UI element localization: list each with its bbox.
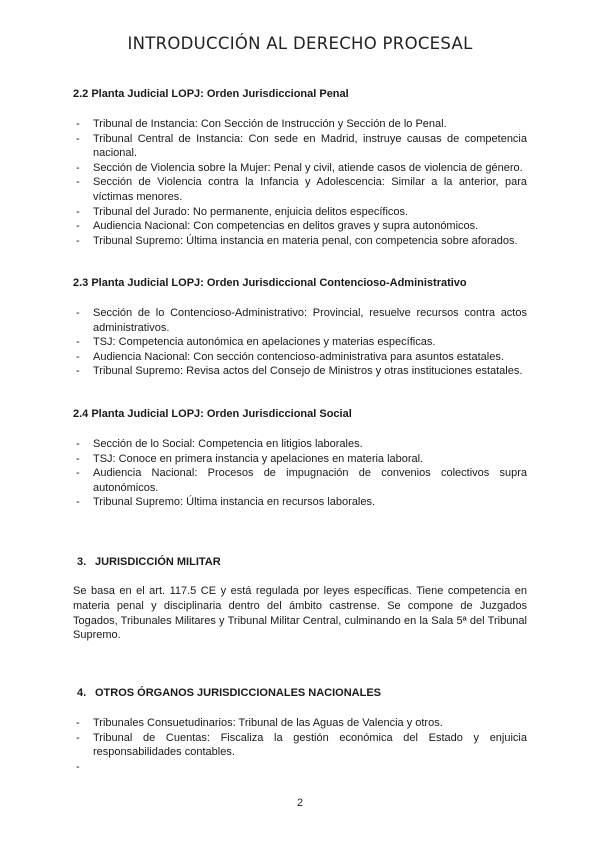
list-item: - Sección de lo Contencioso-Administrativo: Provincial, resuelve recursos contra actos administrativos.: [76, 307, 527, 334]
bullet-dash: -: [76, 365, 80, 378]
bullet-dash: -: [76, 307, 80, 319]
bullet-dash: -: [76, 467, 80, 480]
section-2-4-heading: 2.4 Planta Judicial LOPJ: Orden Jurisdiccional Social: [73, 408, 352, 420]
list-item: - Tribunal de Cuentas: Fiscaliza la gestión económica del Estado y enjuicia responsabilidades contables.: [76, 731, 527, 759]
list-item: - Audiencia Nacional: Con competencias en delitos graves y supra autonómicos.: [76, 220, 479, 233]
bullet-dash: -: [76, 161, 80, 174]
section-2-2-heading: 2.2 Planta Judicial LOPJ: Orden Jurisdiccional Penal: [73, 88, 349, 100]
bullet-dash: -: [76, 220, 80, 233]
section-number: 3.: [77, 556, 87, 568]
list-item: - Tribunal Central de Instancia: Con sede en Madrid, instruye causas de competencia nacional.: [76, 132, 527, 160]
section-3-heading: 3. JURISDICCIÓN MILITAR: [77, 556, 221, 568]
list-item: - Sección de Violencia contra la Infancia y Adolescencia: Similar a la anterior, para víctimas menores.: [76, 176, 527, 203]
list-item: - TSJ: Competencia autonómica en apelaciones y materias específicas.: [76, 336, 436, 349]
list-item: - Tribunal del Jurado: No permanente, enjuicia delitos específicos.: [76, 205, 409, 218]
bullet-dash: -: [76, 760, 80, 773]
list-item: - Tribunal Supremo: Revisa actos del Consejo de Ministros y otras instituciones estatales.: [76, 365, 523, 378]
bullet-dash: -: [76, 234, 80, 247]
document-title: INTRODUCCIÓN AL DERECHO PROCESAL: [127, 34, 473, 53]
list-item: - Tribunal de Instancia: Con Sección de Instrucción y Sección de lo Penal.: [76, 118, 447, 130]
list-item: - Audiencia Nacional: Procesos de impugnación de convenios colectivos supra autonómicos.: [76, 467, 527, 494]
bullet-dash: -: [76, 132, 80, 145]
bullet-dash: -: [76, 205, 80, 218]
section-4-list: [73, 716, 527, 774]
bullet-dash: -: [76, 350, 80, 363]
list-item: - Tribunal Supremo: Última instancia en materia penal, con competencia sobre aforados.: [76, 234, 518, 247]
page-number: 2: [296, 797, 304, 809]
section-3-paragraph: Se basa en el art. 117.5 CE y está regulada por leyes específicas. Tiene competencia en materia penal y disciplinaria dentro del ámbito castrense. Se compone de Juzgados Togados, Tribunales Militares y Tribunal Militar Central, culminando en la Sala 5ª del Tribunal Supremo.: [73, 585, 527, 642]
section-number: 4.: [77, 687, 87, 699]
list-item: - Sección de Violencia sobre la Mujer: Penal y civil, atiende casos de violencia de género.: [76, 161, 523, 174]
bullet-dash: -: [76, 336, 80, 349]
list-item: - Tribunal Supremo: Última instancia en recursos laborales.: [76, 496, 376, 509]
section-2-3-list: [73, 306, 527, 379]
list-item: [73, 760, 527, 775]
list-item: - Sección de lo Social: Competencia en litigios laborales.: [76, 438, 363, 450]
list-item: - Tribunales Consuetudinarios: Tribunal de las Aguas de Valencia y otros.: [76, 717, 443, 729]
section-2-3-heading: 2.3 Planta Judicial LOPJ: Orden Jurisdiccional Contencioso-Administrativo: [73, 277, 467, 289]
section-2-4-list: [73, 437, 527, 510]
bullet-dash: -: [76, 717, 80, 729]
bullet-dash: -: [76, 176, 80, 189]
list-item: - Audiencia Nacional: Con sección contencioso-administrativa para asuntos estatales.: [76, 350, 504, 363]
bullet-dash: -: [76, 731, 80, 744]
bullet-dash: -: [76, 452, 80, 465]
bullet-dash: -: [76, 496, 80, 509]
list-item: - TSJ: Conoce en primera instancia y apelaciones en materia laboral.: [76, 452, 424, 465]
section-2-2-list: [73, 117, 527, 248]
section-4-heading: 4. OTROS ÓRGANOS JURISDICCIONALES NACIONALES: [77, 687, 382, 699]
bullet-dash: -: [76, 438, 80, 450]
bullet-dash: -: [76, 118, 80, 130]
